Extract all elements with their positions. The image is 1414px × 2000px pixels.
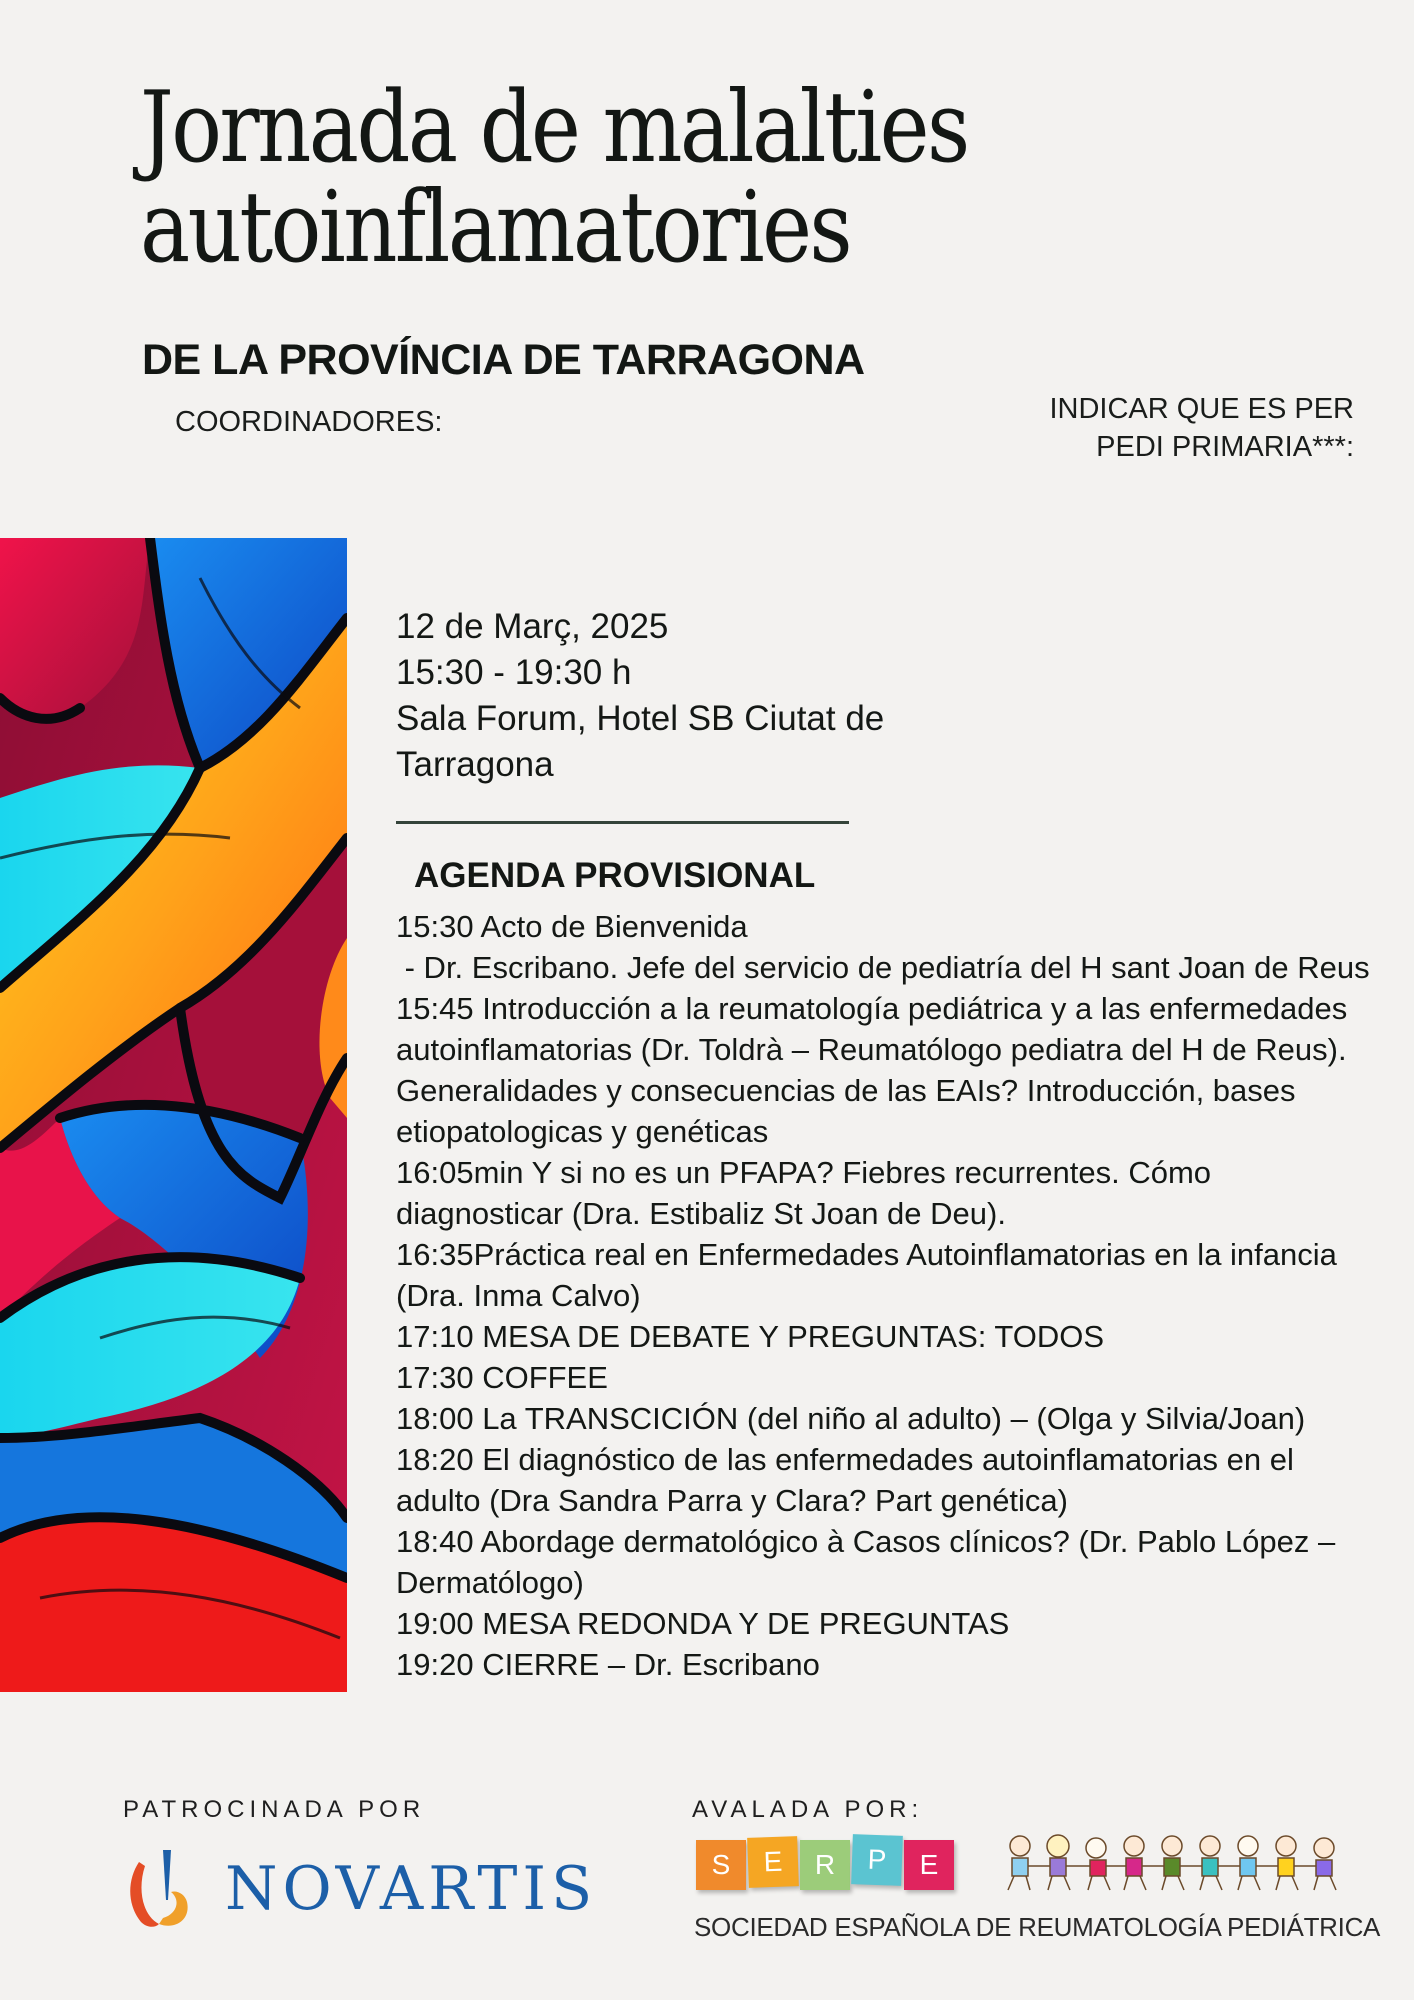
title-line-2: autoinflamatories xyxy=(140,171,851,285)
agenda-item: 15:45 Introducción a la reumatología pediátrica y a las enfermedades autoinflamatorias (Dr. Toldrà – Reumatólogo pediatra del H de Reus). Generalidades y consecuencias de las EAIs? Introducción, bases etiopatologicas y genéticas xyxy=(396,991,1348,1149)
event-venue-line-2: Tarragona xyxy=(396,745,554,784)
agenda-item: 16:05min Y si no es un PFAPA? Fiebres recurrentes. Cómo diagnosticar (Dra. Estibaliz St Joan de Deu). xyxy=(396,1155,1212,1231)
serpe-tile-s: S xyxy=(696,1840,746,1890)
agenda-item: 15:30 Acto de Bienvenida xyxy=(396,909,748,944)
serpe-logo xyxy=(696,1840,966,1900)
page-subtitle: DE LA PROVÍNCIA DE TARRAGONA xyxy=(142,336,865,384)
endorsed-label: AVALADA POR: xyxy=(692,1796,924,1823)
event-venue-line-1: Sala Forum, Hotel SB Ciutat de xyxy=(396,699,885,738)
event-date: 12 de Març, 2025 xyxy=(396,607,669,646)
agenda-item: 17:10 MESA DE DEBATE Y PREGUNTAS: TODOS xyxy=(396,1319,1105,1354)
audience-note-line-1: INDICAR QUE ES PER xyxy=(1049,393,1354,425)
title-line-1: Jornada de malalties xyxy=(140,71,968,185)
audience-note-line-2: PEDI PRIMARIA***: xyxy=(1096,431,1354,463)
event-details xyxy=(396,604,884,788)
agenda-title: AGENDA PROVISIONAL xyxy=(414,856,816,895)
serpe-tile-r: R xyxy=(800,1840,850,1890)
coordinators-label: COORDINADORES: xyxy=(175,406,443,438)
serpe-tile-e: E xyxy=(747,1836,799,1888)
novartis-logo xyxy=(125,1850,598,1930)
section-divider xyxy=(396,821,849,824)
agenda-item: 17:30 COFFEE xyxy=(396,1360,608,1395)
novartis-wordmark: NOVARTIS xyxy=(225,1854,598,1924)
agenda-item: 18:20 El diagnóstico de las enfermedades autoinflamatorias en el adulto (Dra Sandra Parra y Clara? Part genética) xyxy=(396,1442,1294,1518)
agenda-item: 18:00 La TRANSCICIÓN (del niño al adulto) – (Olga y Silvia/Joan) xyxy=(396,1401,1306,1436)
event-time: 15:30 - 19:30 h xyxy=(396,653,632,692)
agenda-item: 19:20 CIERRE – Dr. Escribano xyxy=(396,1647,820,1682)
agenda-item: - Dr. Escribano. Jefe del servicio de pediatría del H sant Joan de Reus xyxy=(396,950,1370,985)
children-illustration-icon xyxy=(1000,1828,1360,1898)
serpe-tile-e2: E xyxy=(904,1840,954,1890)
serpe-tile-p: P xyxy=(851,1834,903,1886)
novartis-flame-icon xyxy=(125,1850,205,1930)
serpe-full-name: SOCIEDAD ESPAÑOLA DE REUMATOLOGÍA PEDIÁTRICA xyxy=(694,1912,1381,1942)
sponsor-label: PATROCINADA POR xyxy=(123,1796,426,1823)
stained-glass-artwork xyxy=(0,538,347,1692)
audience-note xyxy=(1049,390,1354,466)
page-title xyxy=(140,71,1086,285)
agenda-list xyxy=(396,906,1381,1685)
agenda-item: 19:00 MESA REDONDA Y DE PREGUNTAS xyxy=(396,1606,1010,1641)
agenda-item: 18:40 Abordage dermatológico à Casos clínicos? (Dr. Pablo López – Dermatólogo) xyxy=(396,1524,1336,1600)
agenda-item: 16:35Práctica real en Enfermedades Autoinflamatorias en la infancia (Dra. Inma Calvo) xyxy=(396,1237,1337,1313)
